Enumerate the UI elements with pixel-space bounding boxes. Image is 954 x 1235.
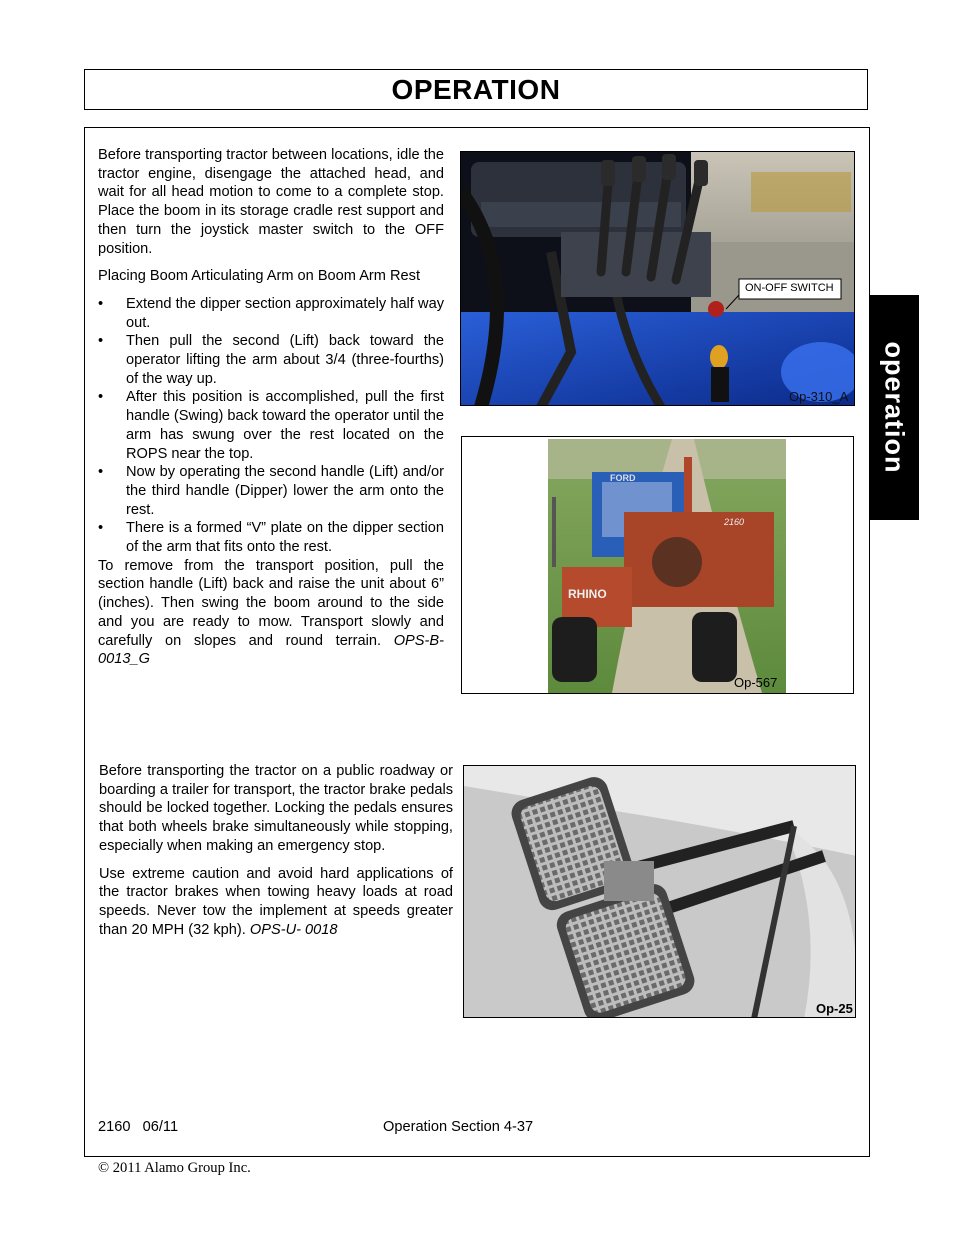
page-title: OPERATION — [391, 73, 561, 105]
section2-reference: OPS-U- 0018 — [249, 921, 338, 938]
copyright-notice: © 2011 Alamo Group Inc. — [98, 1160, 251, 1176]
page-header — [84, 69, 868, 110]
section1-subheading: Placing Boom Articulating Arm on Boom Arm Rest — [98, 268, 421, 285]
tractor-transport-photo — [461, 436, 854, 694]
list-item: • Then pull the second (Lift) back toward the operator lifting the arm about 3/4 (three-fourths) of the way up. — [98, 332, 444, 388]
brake-pedals-photo — [463, 765, 856, 1018]
list-item: • Now by operating the second handle (Lift) and/or the third handle (Dipper) lower the arm onto the rest. — [98, 463, 444, 519]
brake-pedals-illustration — [464, 766, 856, 1018]
section1-reference: OPS-B-0013_G — [98, 632, 444, 668]
tractor-illustration — [462, 437, 854, 694]
section2-para1: Before transporting the tractor on a public roadway or boarding a trailer for transport, the tractor brake pedals should be locked together. Locking the pedals ensures that both wheels brake simultaneously while stopping, especially when making an emergency stop. — [99, 763, 453, 854]
photo-caption: Op-310_A — [789, 389, 849, 404]
list-item: • Extend the dipper section approximately half way out. — [98, 295, 444, 332]
footer-model-date: 2160 06/11 — [98, 1119, 179, 1135]
section1-intro: Before transporting tractor between locations, idle the tractor engine, disengage the attached head, and wait for all head motion to come to a complete stop. Place the boom in its storage cradle rest support and then turn the joystick master switch to the OFF position. — [98, 147, 444, 257]
section2-text — [99, 762, 453, 948]
on-off-switch-callout: ON-OFF SWITCH — [745, 282, 834, 294]
section2-para2 — [99, 865, 453, 940]
mower-brand-label: RHINO — [568, 587, 607, 601]
section1-closing-text: To remove from the transport position, pull the section handle (Lift) back and raise the unit about 6” (inches). Then swing the boom around to the side and you are ready to mow. Transport slowly and carefully on slopes and round terrain. — [98, 557, 444, 649]
photo-caption: Op-567 — [734, 675, 778, 690]
joystick-illustration — [461, 152, 855, 406]
side-tab-label: operation — [879, 341, 910, 474]
tractor-brand-label: FORD — [610, 473, 636, 483]
section1-bullet-list — [98, 295, 444, 557]
list-item: • There is a formed “V” plate on the dipper section of the arm that fits onto the rest. — [98, 519, 444, 556]
section-side-tab — [869, 295, 919, 520]
section1-closing — [98, 557, 444, 669]
list-item: • After this position is accomplished, pull the first handle (Swing) back toward the operator until the arm has swung over the rest located on the ROPS near the top. — [98, 388, 444, 463]
photo-caption: Op-25 — [816, 1001, 853, 1016]
joystick-photo — [460, 151, 855, 406]
section2-para2-text: Use extreme caution and avoid hard applications of the tractor brakes when towing heavy loads at road speeds. Never tow the implement at speeds greater than 20 MPH (32 kph). — [99, 865, 453, 938]
footer-section-page: Operation Section 4-37 — [383, 1119, 534, 1135]
section1-text — [98, 146, 444, 678]
mower-model-label: 2160 — [724, 517, 745, 527]
